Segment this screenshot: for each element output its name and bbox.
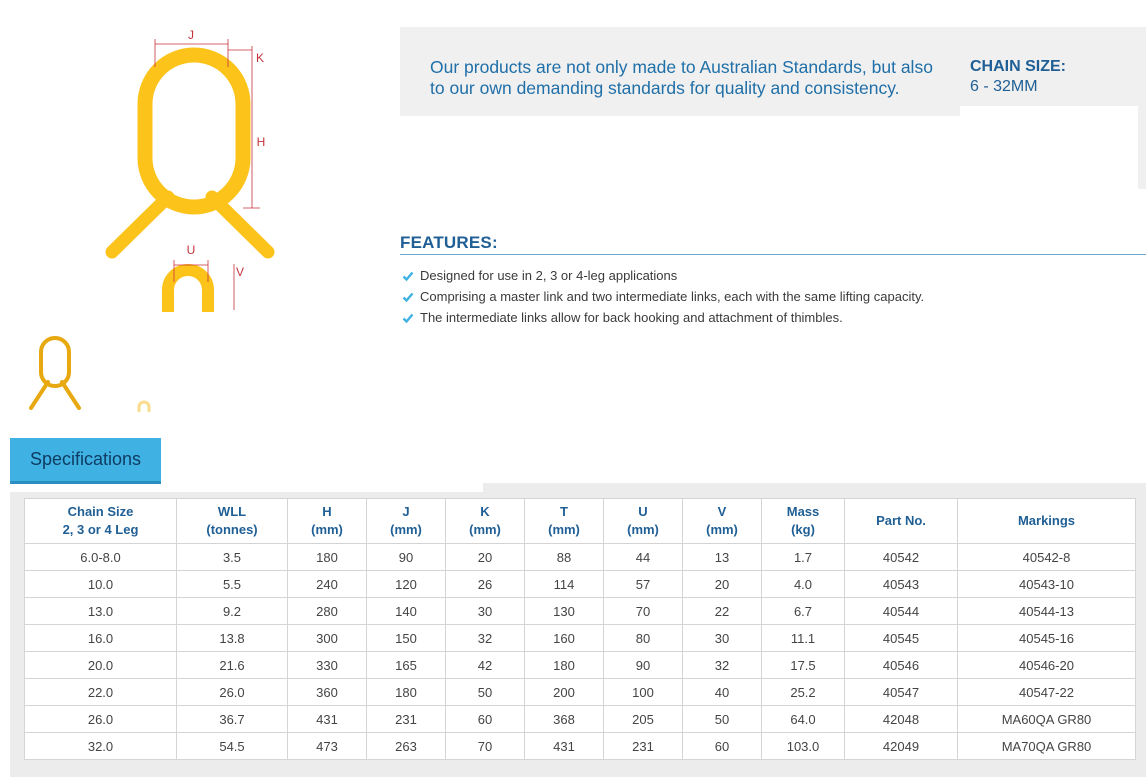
intro-panel [400,27,1146,189]
cell-v: 50 [683,706,762,733]
cell-markings: 40545-16 [958,625,1136,652]
dimension-v-label: V [235,265,245,279]
cell-wll: 36.7 [177,706,288,733]
cell-part-no: 40544 [845,598,958,625]
dimension-h-label: H [256,135,266,149]
cell-j: 180 [367,679,446,706]
intro-text: Our products are not only made to Australian Standards, but also to our own demanding standards for quality and consistency. [430,57,933,98]
column-header-j: J (mm) [367,499,446,544]
table-row [25,652,1136,679]
cell-t: 200 [525,679,604,706]
cell-chain-size: 10.0 [25,571,177,598]
cell-chain-size: 16.0 [25,625,177,652]
cell-wll: 26.0 [177,679,288,706]
cell-mass: 11.1 [762,625,845,652]
cell-mass: 25.2 [762,679,845,706]
dimension-u-label: U [186,243,196,257]
cell-j: 140 [367,598,446,625]
feature-item [402,307,924,328]
cell-part-no: 42049 [845,733,958,760]
table-header-row [25,499,1136,544]
cell-v: 20 [683,571,762,598]
cell-wll: 54.5 [177,733,288,760]
feature-item [402,286,924,307]
features-title: FEATURES: [400,233,498,252]
cell-j: 90 [367,544,446,571]
features-list [402,265,924,328]
specifications-table-body [25,544,1136,760]
cell-v: 30 [683,625,762,652]
cell-mass: 4.0 [762,571,845,598]
feature-item-text: Comprising a master link and two intermediate links, each with the same lifting capacity. [420,289,925,304]
cell-k: 42 [446,652,525,679]
cell-u: 44 [604,544,683,571]
master-link-diagram [100,22,290,312]
cell-t: 130 [525,598,604,625]
table-row [25,625,1136,652]
cell-h: 431 [288,706,367,733]
check-icon [402,312,414,324]
table-row [25,733,1136,760]
cell-h: 330 [288,652,367,679]
cell-j: 165 [367,652,446,679]
cell-h: 360 [288,679,367,706]
cell-k: 30 [446,598,525,625]
column-header-u: U (mm) [604,499,683,544]
cell-markings: 40546-20 [958,652,1136,679]
cell-u: 231 [604,733,683,760]
table-row [25,706,1136,733]
cell-u: 57 [604,571,683,598]
cell-chain-size: 22.0 [25,679,177,706]
cell-j: 231 [367,706,446,733]
column-header-k: K (mm) [446,499,525,544]
cell-h: 240 [288,571,367,598]
cell-t: 114 [525,571,604,598]
column-header-t: T (mm) [525,499,604,544]
dimension-k-label: K [255,51,265,65]
left-intermediate-link-shape [112,197,168,252]
cell-chain-size: 20.0 [25,652,177,679]
cell-part-no: 40543 [845,571,958,598]
intro-panel-overlay [400,116,960,189]
cell-markings: MA60QA GR80 [958,706,1136,733]
cell-markings: 40542-8 [958,544,1136,571]
tab-specifications[interactable]: Specifications [10,438,161,484]
cell-k: 60 [446,706,525,733]
cell-k: 32 [446,625,525,652]
column-header-part-no: Part No. [845,499,958,544]
cell-j: 120 [367,571,446,598]
product-thumbnail-secondary[interactable] [134,398,154,414]
check-icon [402,291,414,303]
column-header-mass: Mass (kg) [762,499,845,544]
cell-chain-size: 13.0 [25,598,177,625]
cell-markings: 40544-13 [958,598,1136,625]
cell-chain-size: 32.0 [25,733,177,760]
cell-k: 70 [446,733,525,760]
specifications-tab-bar [10,437,483,492]
cell-k: 26 [446,571,525,598]
cell-mass: 1.7 [762,544,845,571]
cell-v: 60 [683,733,762,760]
cell-u: 70 [604,598,683,625]
cell-v: 32 [683,652,762,679]
cell-t: 431 [525,733,604,760]
cell-part-no: 40542 [845,544,958,571]
cell-mass: 6.7 [762,598,845,625]
cell-markings: 40543-10 [958,571,1136,598]
column-header-wll: WLL (tonnes) [177,499,288,544]
cell-part-no: 40545 [845,625,958,652]
product-thumbnail[interactable] [26,332,86,414]
features-divider [400,254,1146,255]
cell-h: 280 [288,598,367,625]
cell-v: 13 [683,544,762,571]
cell-part-no: 40547 [845,679,958,706]
cell-wll: 21.6 [177,652,288,679]
cell-v: 22 [683,598,762,625]
chain-size-label: CHAIN SIZE: [970,58,1066,75]
cell-u: 80 [604,625,683,652]
cell-u: 205 [604,706,683,733]
cell-t: 160 [525,625,604,652]
cell-h: 473 [288,733,367,760]
cell-t: 180 [525,652,604,679]
cell-mass: 64.0 [762,706,845,733]
table-row [25,571,1136,598]
column-header-v: V (mm) [683,499,762,544]
right-intermediate-link-shape [212,197,268,252]
cell-wll: 3.5 [177,544,288,571]
specifications-table [24,498,1136,760]
cell-t: 368 [525,706,604,733]
dimension-j-label: J [188,28,194,42]
cell-mass: 17.5 [762,652,845,679]
cell-j: 150 [367,625,446,652]
cell-markings: 40547-22 [958,679,1136,706]
cell-chain-size: 6.0-8.0 [25,544,177,571]
cell-v: 40 [683,679,762,706]
cell-wll: 9.2 [177,598,288,625]
master-link-shape [145,55,243,207]
cell-k: 50 [446,679,525,706]
cell-wll: 13.8 [177,625,288,652]
table-row [25,544,1136,571]
table-row [25,598,1136,625]
table-row [25,679,1136,706]
cell-t: 88 [525,544,604,571]
cell-part-no: 42048 [845,706,958,733]
check-icon [402,270,414,282]
feature-item [402,265,924,286]
cell-markings: MA70QA GR80 [958,733,1136,760]
column-header-chain-size: Chain Size 2, 3 or 4 Leg [25,499,177,544]
chain-size-value: 6 - 32MM [970,78,1038,95]
cell-h: 180 [288,544,367,571]
column-header-markings: Markings [958,499,1136,544]
feature-item-text: Designed for use in 2, 3 or 4-leg applications [420,268,678,283]
cell-wll: 5.5 [177,571,288,598]
cell-k: 20 [446,544,525,571]
cell-chain-size: 26.0 [25,706,177,733]
intro-panel-overlay-right [960,106,1138,189]
feature-item-text: The intermediate links allow for back hooking and attachment of thimbles. [420,310,843,325]
cell-mass: 103.0 [762,733,845,760]
cell-part-no: 40546 [845,652,958,679]
cell-u: 100 [604,679,683,706]
column-header-h: H (mm) [288,499,367,544]
cell-u: 90 [604,652,683,679]
cell-h: 300 [288,625,367,652]
cell-j: 263 [367,733,446,760]
